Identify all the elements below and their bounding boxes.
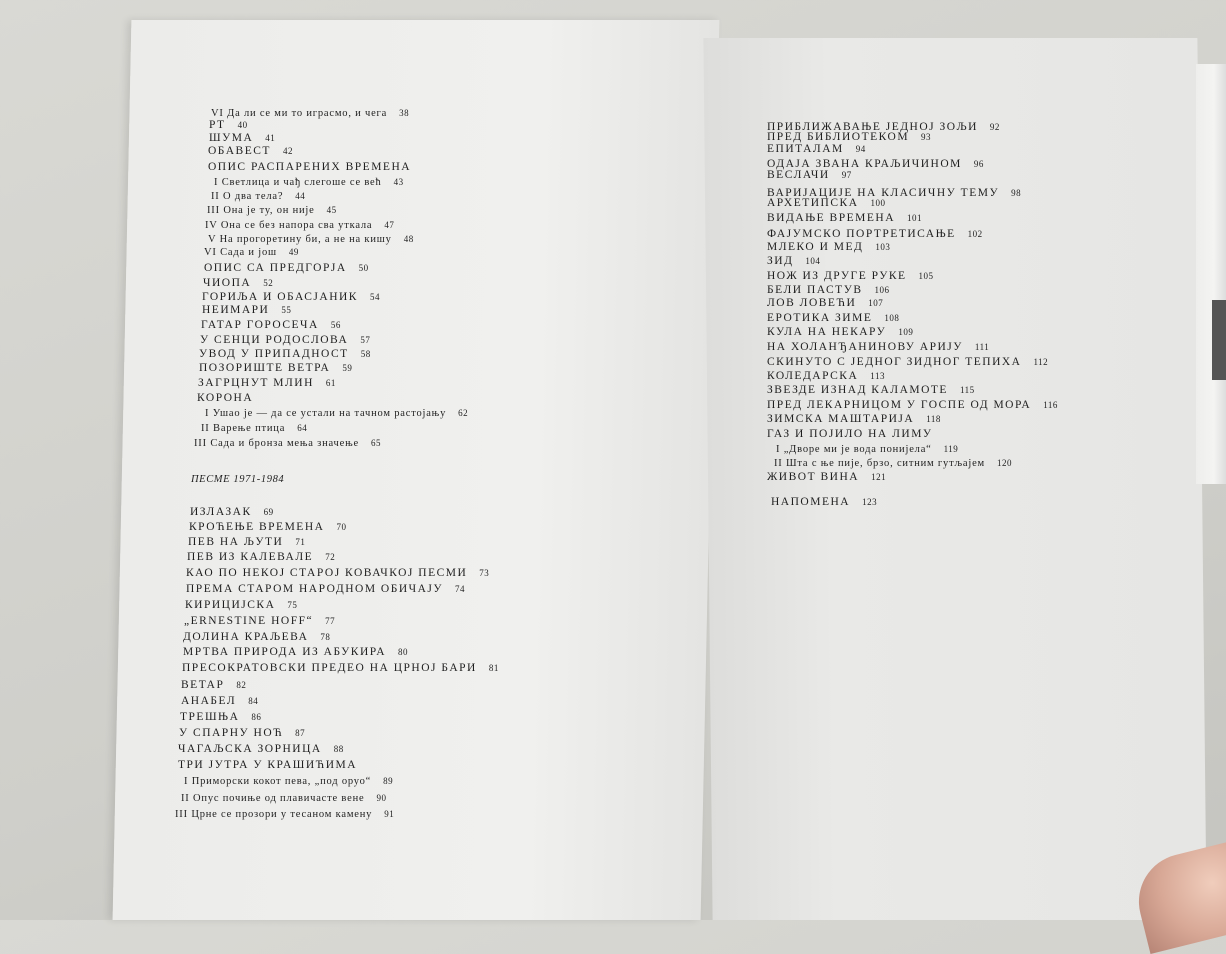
toc-entry: VI Сада и још 49 (204, 247, 299, 258)
toc-entry: ГОРИЉА И ОБАСЈАНИК 54 (202, 291, 380, 303)
toc-entry: НАПОМЕНА 123 (771, 496, 878, 508)
toc-entry: ОДАЈА ЗВАНА КРАЉИЧИНОМ 96 (767, 158, 984, 170)
toc-entry: ЗИД 104 (767, 255, 821, 267)
toc-entry: БЕЛИ ПАСТУВ 106 (767, 284, 890, 296)
toc-entry: II О два тела? 44 (211, 191, 306, 202)
toc-entry: СКИНУТО С ЈЕДНОГ ЗИДНОГ ТЕПИХА 112 (767, 356, 1049, 368)
toc-entry: АНАБЕЛ 84 (181, 695, 259, 707)
toc-entry: ИЗЛАЗАК 69 (190, 506, 274, 518)
toc-entry: II Опус почиње од плавичасте вене 90 (181, 793, 387, 804)
toc-entry: „ERNESTINE HOFF“ 77 (184, 615, 336, 627)
toc-entry: ВАРИЈАЦИЈЕ НА КЛАСИЧНУ ТЕМУ 98 (767, 187, 1022, 199)
toc-entry: РТ 40 (209, 119, 248, 131)
toc-entry: ЗАГРЦНУТ МЛИН 61 (198, 377, 336, 389)
book-edge (1196, 64, 1226, 484)
toc-entry: ЕПИТАЛАМ 94 (767, 143, 866, 155)
toc-entry: III Сада и бронза мења значење 65 (194, 438, 381, 449)
toc-entry: I Светлица и чађ слегоше се већ 43 (214, 177, 404, 188)
toc-entry: III Она је ту, он није 45 (207, 205, 337, 216)
toc-entry: III Црне се прозори у тесаном камену 91 (175, 809, 395, 820)
toc-entry: I Ушао је — да се устали на тачном растојању 62 (205, 408, 469, 419)
toc-entry: ЧАГАЉСКА ЗОРНИЦА 88 (178, 743, 344, 755)
toc-entry: НОЖ ИЗ ДРУГЕ РУКЕ 105 (767, 270, 934, 282)
toc-entry: ОПИС СА ПРЕДГОРЈА 50 (204, 262, 369, 274)
toc-entry: ПРЕД БИБЛИОТЕКОМ 93 (767, 131, 932, 143)
toc-entry: У СПАРНУ НОЋ 87 (179, 727, 306, 739)
toc-entry: ЗИМСКА МАШТАРИЈА 118 (767, 413, 941, 425)
toc-entry: ОБАВЕСТ 42 (208, 145, 293, 157)
toc-entry: ПЕВ НА ЉУТИ 71 (188, 536, 306, 548)
toc-entry: МЛЕКО И МЕД 103 (767, 241, 891, 253)
toc-entry: ЛОВ ЛОВЕЋИ 107 (767, 297, 884, 309)
toc-entry: КАО ПО НЕКОЈ СТАРОЈ КОВАЧКОЈ ПЕСМИ 73 (186, 567, 490, 579)
background-strip (1212, 300, 1226, 380)
toc-entry: ТРИ ЈУТРА У КРАШИЋИМА (178, 759, 358, 771)
toc-entry: У СЕНЦИ РОДОСЛОВА 57 (200, 334, 371, 346)
toc-entry: ПРЕСОКРАТОВСКИ ПРЕДЕО НА ЦРНОЈ БАРИ 81 (182, 662, 499, 674)
toc-entry: II Варење птица 64 (201, 423, 308, 434)
toc-entry: КИРИЦИЈСКА 75 (185, 599, 298, 611)
toc-entry: ФАЈУМСКО ПОРТРЕТИСАЊЕ 102 (767, 228, 983, 240)
toc-entry: ПРИБЛИЖАВАЊЕ ЈЕДНОЈ ЗОЉИ 92 (767, 121, 1000, 133)
toc-entry: МРТВА ПРИРОДА ИЗ АБУКИРА 80 (183, 646, 409, 658)
toc-entry: I „Дворе ми је вода понијела“ 119 (776, 444, 959, 455)
toc-entry: ВИДАЊЕ ВРЕМЕНА 101 (767, 212, 923, 224)
toc-entry: КОЛЕДАРСКА 113 (767, 370, 885, 382)
toc-entry: ПРЕД ЛЕКАРНИЦОМ У ГОСПЕ ОД МОРА 116 (767, 399, 1058, 411)
toc-entry: ПРЕМА СТАРОМ НАРОДНОМ ОБИЧАЈУ 74 (186, 583, 466, 595)
toc-entry: ЧИОПА 52 (203, 277, 274, 289)
toc-entry: НА ХОЛАНЂАНИНОВУ АРИЈУ 111 (767, 341, 990, 353)
toc-entry: V На прогоретину би, а не на кишу 48 (208, 234, 414, 245)
toc-entry: I Приморски кокот пева, „под оруо“ 89 (184, 776, 394, 787)
toc-entry: ВЕСЛАЧИ 97 (767, 169, 852, 181)
toc-entry: АРХЕТИПСКА 100 (767, 197, 886, 209)
toc-entry: ПЕВ ИЗ КАЛЕВАЛЕ 72 (187, 551, 336, 563)
toc-entry: ВЕТАР 82 (181, 679, 247, 691)
toc-entry: ГАЗ И ПОЈИЛО НА ЛИМУ (767, 428, 933, 440)
toc-entry: ЖИВОТ ВИНА 121 (767, 471, 887, 483)
toc-entry: ШУМА 41 (209, 132, 276, 144)
toc-entry: II Шта с ње пије, брзо, ситним гутљајем 120 (774, 458, 1012, 469)
toc-entry: НЕИМАРИ 55 (202, 304, 292, 316)
toc-entry: ЗВЕЗДЕ ИЗНАД КАЛАМОТЕ 115 (767, 384, 975, 396)
toc-entry: ДОЛИНА КРАЉЕВА 78 (183, 631, 331, 643)
toc-entry: IV Она се без напора сва уткала 47 (205, 220, 395, 231)
toc-entry: ТРЕШЊА 86 (180, 711, 262, 723)
toc-entry: КРОЋЕЊЕ ВРЕМЕНА 70 (189, 521, 347, 533)
section-heading: ПЕСМЕ 1971-1984 (191, 474, 285, 485)
toc-entry: ПОЗОРИШТЕ ВЕТРА 59 (199, 362, 353, 374)
toc-entry: ГАТАР ГОРОСЕЧА 56 (201, 319, 341, 331)
toc-entry: УВОД У ПРИПАДНОСТ 58 (199, 348, 371, 360)
toc-entry: КУЛА НА НЕКАРУ 109 (767, 326, 914, 338)
toc-entry: ЕРОТИКА ЗИМЕ 108 (767, 312, 900, 324)
toc-entry: КОРОНА (197, 392, 254, 404)
toc-entry: VI Да ли се ми то играсмо, и чега 38 (211, 108, 410, 119)
toc-entry: ОПИС РАСПАРЕНИХ ВРЕМЕНА (208, 161, 412, 173)
